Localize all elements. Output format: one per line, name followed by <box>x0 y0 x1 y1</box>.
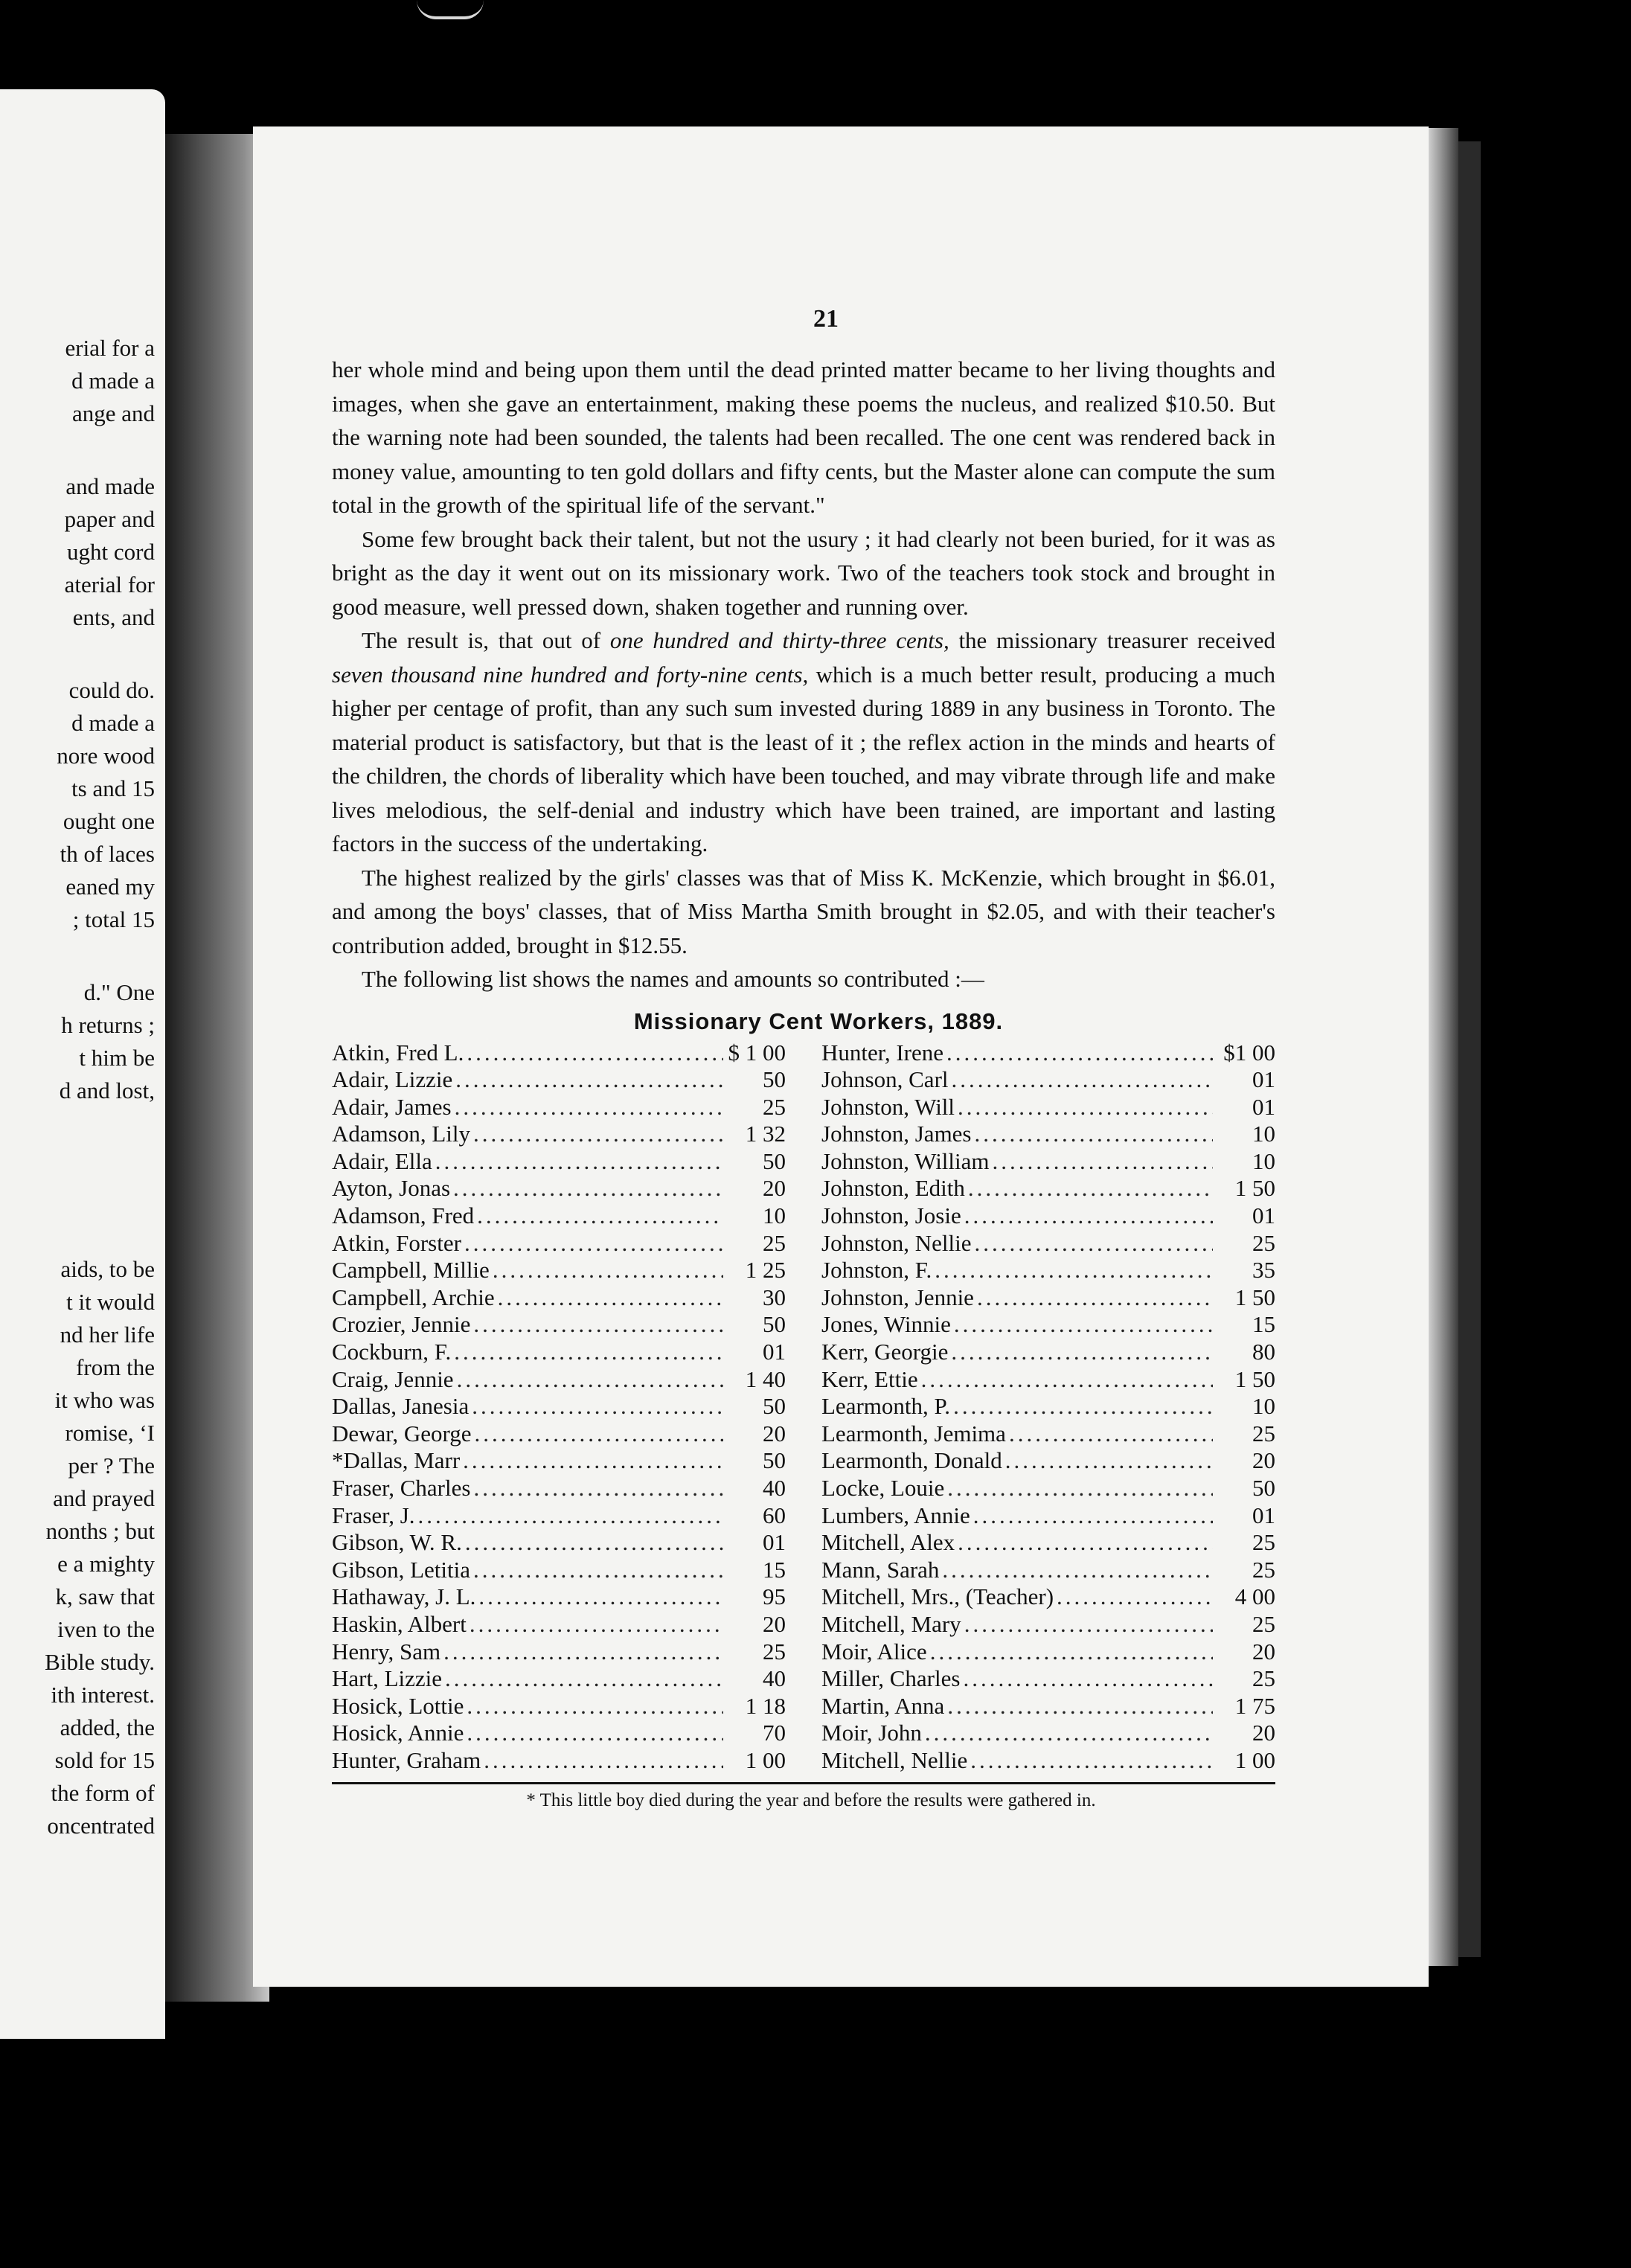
list-item <box>821 1529 1275 1557</box>
leader-dots <box>467 1720 723 1747</box>
contributors-column-left <box>332 1040 786 1775</box>
contributor-name: Kerr, Georgie <box>821 1339 949 1365</box>
contribution-amount: 25 <box>763 1229 786 1256</box>
contribution-amount: 20 <box>1252 1720 1275 1746</box>
list-item <box>821 1447 1275 1475</box>
contribution-amount: 01 <box>763 1339 786 1365</box>
leader-dots <box>455 1094 723 1121</box>
contribution-amount: 1 00 <box>1234 1746 1275 1773</box>
list-item <box>821 1066 1275 1094</box>
contributor-name: Fraser, Charles <box>332 1475 471 1501</box>
leader-dots <box>465 1529 723 1557</box>
contributor-name: Adair, Lizzie <box>332 1066 453 1093</box>
list-item <box>332 1094 786 1121</box>
leader-dots <box>473 1311 723 1339</box>
list-item <box>821 1502 1275 1530</box>
left-page-line: from the <box>76 1354 155 1380</box>
contributor-name: Adamson, Fred <box>332 1202 475 1229</box>
list-item <box>332 1475 786 1502</box>
contributor-name: Ayton, Jonas <box>332 1175 451 1202</box>
contributor-name: Martin, Anna <box>821 1692 945 1719</box>
left-page-line: t it would <box>66 1289 155 1315</box>
leader-dots <box>463 1447 723 1475</box>
leader-dots <box>467 1693 723 1720</box>
list-item <box>332 1502 786 1530</box>
left-page-line: nore wood <box>57 743 155 769</box>
binding-tape <box>417 0 484 19</box>
list-item <box>332 1583 786 1611</box>
list-item <box>332 1693 786 1720</box>
left-page-line: added, the <box>60 1714 155 1740</box>
leader-dots <box>478 1583 723 1611</box>
page-number: 21 <box>813 305 839 333</box>
left-page-line: ; total 15 <box>72 906 155 932</box>
list-item <box>332 1257 786 1284</box>
list-item <box>332 1284 786 1312</box>
paragraph-text: the missionary treasurer received <box>949 627 1275 653</box>
list-item <box>332 1720 786 1747</box>
leader-dots <box>493 1257 723 1284</box>
contribution-amount: 01 <box>763 1529 786 1556</box>
left-page-line: ith interest. <box>51 1682 155 1708</box>
leader-dots <box>964 1202 1213 1230</box>
contributor-name: Mitchell, Nellie <box>821 1746 968 1773</box>
paragraph: The highest realized by the girls' classes was that of Miss K. McKenzie, which brought in $6.01, and among the boys' classes, that of Miss Martha Smith brought in $2.05, and with their teacher's contribution added, brought in $12.55. <box>332 864 1275 958</box>
contributor-name: Adamson, Lily <box>332 1121 470 1147</box>
contribution-amount: 25 <box>1252 1229 1275 1256</box>
contributor-name: *Dallas, Marr <box>332 1447 461 1474</box>
paragraph: Some few brought back their talent, but not the usury ; it had clearly not been buried, for it was as bright as the day it went out on its missionary work. Two of the teachers took stock and brought in good measure, well pressed down, shaken together and running over. <box>332 525 1275 620</box>
leader-dots <box>973 1502 1213 1530</box>
left-page-line: paper and <box>64 506 155 532</box>
leader-dots <box>1009 1420 1213 1448</box>
contribution-amount: 01 <box>1252 1093 1275 1120</box>
contributor-name: Johnston, Jennie <box>821 1284 974 1310</box>
leader-dots <box>930 1638 1213 1666</box>
list-item <box>821 1420 1275 1448</box>
list-item <box>821 1557 1275 1584</box>
contribution-amount: 50 <box>763 1147 786 1174</box>
contributor-name: Jones, Winnie <box>821 1311 951 1338</box>
footnote: * This little boy died during the year and before the results were gathered in. <box>526 1790 1096 1810</box>
contribution-amount: 01 <box>1252 1066 1275 1093</box>
contributor-name: Learmonth, P. <box>821 1393 951 1420</box>
contributor-name: Atkin, Fred L. <box>332 1039 464 1066</box>
list-title: Missionary Cent Workers, 1889. <box>633 1008 1004 1034</box>
contribution-amount: 10 <box>1252 1393 1275 1420</box>
contribution-amount: 15 <box>1252 1311 1275 1338</box>
list-item <box>821 1665 1275 1693</box>
list-item <box>821 1121 1275 1148</box>
contribution-amount: 25 <box>1252 1610 1275 1637</box>
paragraph: her whole mind and being upon them until the dead printed matter became to her living thoughts and images, when she gave an entertainment, making these poems the nucleus, and realized $10.50. But the warning note had been sounded, the talents had been recalled. The one cent was rendered back in money value, amounting to ten gold dollars and fifty cents, but the Master alone can compute the sum total in the growth of the spiritual life of the servant." <box>332 356 1275 518</box>
contribution-amount: 50 <box>1252 1475 1275 1501</box>
contribution-amount: 15 <box>763 1556 786 1583</box>
left-page-line: h returns ; <box>61 1012 155 1038</box>
contribution-amount: 10 <box>1252 1121 1275 1147</box>
left-page-line: d." One <box>83 979 155 1005</box>
page-content <box>332 305 1275 1811</box>
list-item <box>821 1611 1275 1638</box>
left-page-line: d and lost, <box>59 1077 155 1103</box>
left-page-line: ange and <box>71 400 155 426</box>
list-item <box>332 1420 786 1448</box>
contributor-name: Hathaway, J. L. <box>332 1583 476 1610</box>
contribution-amount: 4 00 <box>1234 1583 1275 1610</box>
contributor-name: Haskin, Albert <box>332 1610 467 1637</box>
contribution-amount: 50 <box>763 1447 786 1474</box>
contribution-amount: 1 25 <box>745 1257 786 1284</box>
leader-dots <box>975 1230 1214 1258</box>
list-item <box>332 1230 786 1258</box>
contribution-amount: 80 <box>1252 1339 1275 1365</box>
leader-dots <box>921 1366 1213 1394</box>
contribution-amount: 60 <box>763 1502 786 1528</box>
leader-dots <box>453 1175 723 1202</box>
contribution-amount: 25 <box>1252 1665 1275 1692</box>
contributor-name: Johnston, F. <box>821 1257 932 1284</box>
leader-dots <box>963 1665 1213 1693</box>
list-item <box>332 1366 786 1394</box>
leader-dots <box>925 1720 1213 1747</box>
list-item <box>332 1557 786 1584</box>
contribution-amount: $1 00 <box>1223 1039 1275 1066</box>
list-item <box>821 1475 1275 1502</box>
leader-dots <box>964 1611 1213 1638</box>
list-item <box>821 1339 1275 1366</box>
contribution-amount: 1 50 <box>1234 1284 1275 1310</box>
list-item <box>821 1257 1275 1284</box>
left-page-line: aids, to be <box>60 1256 155 1282</box>
list-item <box>821 1230 1275 1258</box>
contribution-amount: 01 <box>1252 1502 1275 1528</box>
list-item <box>332 1638 786 1666</box>
list-item <box>821 1202 1275 1230</box>
contribution-amount: 50 <box>763 1066 786 1093</box>
contribution-amount: 20 <box>1252 1447 1275 1474</box>
contribution-amount: 25 <box>763 1638 786 1665</box>
contributor-name: Crozier, Jennie <box>332 1311 471 1338</box>
contributor-name: Moir, John <box>821 1720 922 1746</box>
leader-dots <box>1005 1447 1213 1475</box>
contributor-name: Moir, Alice <box>821 1638 927 1665</box>
contribution-amount: 35 <box>1252 1257 1275 1284</box>
contributor-name: Mitchell, Mary <box>821 1610 961 1637</box>
contributor-name: Hosick, Annie <box>332 1720 464 1746</box>
contributors-column-right <box>821 1040 1275 1775</box>
contribution-amount: 20 <box>763 1175 786 1202</box>
leader-dots <box>455 1066 723 1094</box>
left-page-line: oncentrated <box>47 1813 155 1839</box>
left-page-line: and prayed <box>53 1485 155 1511</box>
left-page-line: Bible study. <box>45 1649 155 1675</box>
list-item <box>332 1202 786 1230</box>
leader-dots <box>454 1339 723 1366</box>
contributor-name: Adair, Ella <box>332 1147 432 1174</box>
leader-dots <box>470 1611 723 1638</box>
contributor-name: Johnston, Will <box>821 1093 955 1120</box>
left-page-line: ought one <box>63 808 155 834</box>
contributor-name: Kerr, Ettie <box>821 1365 918 1392</box>
contribution-amount: 40 <box>763 1475 786 1501</box>
paragraph-text: The result is, that out of <box>362 627 610 653</box>
contribution-amount: 01 <box>1252 1202 1275 1229</box>
contribution-amount: 25 <box>1252 1529 1275 1556</box>
contributor-name: Mitchell, Alex <box>821 1529 955 1556</box>
leader-dots <box>968 1175 1213 1202</box>
contribution-amount: 10 <box>1252 1147 1275 1174</box>
list-item <box>821 1720 1275 1747</box>
left-page-line: ents, and <box>72 604 155 630</box>
list-item <box>332 1175 786 1202</box>
contributor-name: Cockburn, F. <box>332 1339 452 1365</box>
leader-dots <box>947 1693 1213 1720</box>
left-page-line: d made a <box>71 368 155 394</box>
contributor-name: Hart, Lizzie <box>332 1665 443 1692</box>
list-item <box>821 1148 1275 1176</box>
leader-dots <box>977 1284 1213 1312</box>
contributor-name: Dewar, George <box>332 1420 472 1447</box>
left-page-line: eaned my <box>65 874 155 900</box>
contributor-name: Campbell, Archie <box>332 1284 495 1310</box>
list-item <box>332 1121 786 1148</box>
leader-dots <box>993 1148 1213 1176</box>
contribution-amount: 20 <box>763 1610 786 1637</box>
leader-dots <box>473 1557 723 1584</box>
left-page-line: nd her life <box>60 1322 155 1348</box>
list-item <box>821 1747 1275 1775</box>
leader-dots <box>477 1202 723 1230</box>
list-item <box>332 1611 786 1638</box>
left-page-line: per ? The <box>68 1452 155 1479</box>
leader-dots <box>418 1502 723 1530</box>
contributor-name: Gibson, W. R. <box>332 1529 462 1556</box>
contributor-name: Atkin, Forster <box>332 1229 461 1256</box>
list-item <box>821 1638 1275 1666</box>
leader-dots <box>484 1747 723 1775</box>
contribution-amount: 1 50 <box>1234 1365 1275 1392</box>
list-item <box>821 1040 1275 1067</box>
leader-dots <box>954 1311 1213 1339</box>
list-item <box>821 1693 1275 1720</box>
contribution-amount: 1 40 <box>745 1365 786 1392</box>
leader-dots <box>464 1230 723 1258</box>
left-page-line: t him be <box>79 1045 155 1071</box>
left-page-line: ts and 15 <box>71 775 155 801</box>
left-page-line: it who was <box>54 1387 155 1413</box>
list-item <box>332 1311 786 1339</box>
list-item <box>821 1583 1275 1611</box>
left-page-line: th of laces <box>60 841 155 867</box>
contribution-amount: 1 32 <box>745 1121 786 1147</box>
leader-dots <box>952 1066 1214 1094</box>
contributor-name: Locke, Louie <box>821 1475 945 1501</box>
left-page-line: nonths ; but <box>45 1518 155 1544</box>
contribution-amount: 1 18 <box>745 1692 786 1719</box>
leader-dots <box>958 1529 1213 1557</box>
left-page-line: ught cord <box>67 539 155 565</box>
list-item <box>821 1175 1275 1202</box>
leader-dots <box>1057 1583 1213 1611</box>
leader-dots <box>472 1393 723 1420</box>
left-page-line: romise, ‘I <box>65 1420 155 1446</box>
contribution-amount: 95 <box>763 1583 786 1610</box>
book-cover-edge <box>1458 141 1481 1957</box>
contributor-name: Johnston, Josie <box>821 1202 961 1229</box>
leader-dots <box>473 1121 723 1148</box>
contributor-name: Hunter, Irene <box>821 1039 944 1066</box>
contributor-name: Lumbers, Annie <box>821 1502 970 1528</box>
left-page-line: aterial for <box>64 571 155 598</box>
leader-dots <box>443 1638 723 1666</box>
contribution-amount: 10 <box>763 1202 786 1229</box>
leader-dots <box>975 1121 1214 1148</box>
contribution-amount: 25 <box>763 1093 786 1120</box>
list-item <box>332 1148 786 1176</box>
leader-dots <box>473 1475 723 1502</box>
contributors-list <box>332 1040 1275 1775</box>
contributor-name: Gibson, Letitia <box>332 1556 470 1583</box>
contributor-name: Johnston, William <box>821 1147 990 1174</box>
list-item <box>821 1284 1275 1312</box>
leader-dots <box>498 1284 723 1312</box>
leader-dots <box>946 1040 1213 1067</box>
contributor-name: Learmonth, Donald <box>821 1447 1002 1474</box>
contribution-amount: 20 <box>1252 1638 1275 1665</box>
list-item <box>821 1366 1275 1394</box>
left-page-line: erial for a <box>65 335 155 361</box>
left-page-line: iven to the <box>57 1616 155 1642</box>
contribution-amount: 70 <box>763 1720 786 1746</box>
contributor-name: Johnston, Edith <box>821 1175 965 1202</box>
list-item <box>332 1747 786 1775</box>
contributor-name: Mitchell, Mrs., (Teacher) <box>821 1583 1054 1610</box>
paragraph <box>332 624 1275 861</box>
contribution-amount: 50 <box>763 1393 786 1420</box>
contributor-name: Adair, James <box>332 1093 452 1120</box>
list-item <box>332 1529 786 1557</box>
list-item <box>332 1040 786 1067</box>
leader-dots <box>935 1257 1213 1284</box>
contributor-name: Johnson, Carl <box>821 1066 949 1093</box>
contributor-name: Henry, Sam <box>332 1638 441 1665</box>
list-item <box>332 1393 786 1420</box>
left-page-line: could do. <box>68 677 155 703</box>
left-page-line: and made <box>65 473 155 499</box>
leader-dots <box>947 1475 1213 1502</box>
contributor-name: Dallas, Janesia <box>332 1393 470 1420</box>
leader-dots <box>445 1665 723 1693</box>
list-item <box>821 1311 1275 1339</box>
paragraph-italic: seven thousand nine hundred and forty-nine cents, <box>332 661 809 688</box>
contributor-name: Johnston, Nellie <box>821 1229 972 1256</box>
contributor-name: Hosick, Lottie <box>332 1692 464 1719</box>
list-item <box>332 1066 786 1094</box>
left-page-line: the form of <box>51 1780 155 1806</box>
contribution-amount: 1 00 <box>745 1746 786 1773</box>
footnote-rule <box>332 1782 1275 1784</box>
list-item <box>821 1393 1275 1420</box>
contribution-amount: 30 <box>763 1284 786 1310</box>
contribution-amount: $ 1 00 <box>728 1039 786 1066</box>
facing-page-left <box>0 89 165 2039</box>
contributor-name: Craig, Jennie <box>332 1365 454 1392</box>
left-page-line: k, saw that <box>55 1583 155 1609</box>
contribution-amount: 1 50 <box>1234 1175 1275 1202</box>
leader-dots <box>475 1420 723 1448</box>
list-item <box>821 1094 1275 1121</box>
leader-dots <box>435 1148 723 1176</box>
contributor-name: Learmonth, Jemima <box>821 1420 1006 1447</box>
leader-dots <box>958 1094 1213 1121</box>
contribution-amount: 25 <box>1252 1420 1275 1447</box>
leader-dots <box>942 1557 1213 1584</box>
contributor-name: Johnston, James <box>821 1121 972 1147</box>
page-edges <box>1429 128 1458 1966</box>
contributor-name: Miller, Charles <box>821 1665 961 1692</box>
leader-dots <box>467 1040 723 1067</box>
left-page-line: sold for 15 <box>54 1747 155 1773</box>
list-item <box>332 1339 786 1366</box>
contributor-name: Campbell, Millie <box>332 1257 490 1284</box>
paragraph: The following list shows the names and amounts so contributed :— <box>362 966 984 992</box>
list-item <box>332 1447 786 1475</box>
contribution-amount: 20 <box>763 1420 786 1447</box>
leader-dots <box>457 1366 723 1394</box>
list-item <box>332 1665 786 1693</box>
contribution-amount: 50 <box>763 1311 786 1338</box>
leader-dots <box>951 1339 1213 1366</box>
leader-dots <box>970 1747 1213 1775</box>
contribution-amount: 25 <box>1252 1556 1275 1583</box>
leader-dots <box>953 1393 1213 1420</box>
contribution-amount: 1 75 <box>1234 1692 1275 1719</box>
paragraph-text: which is a much better result, producing a much higher per centage of profit, than any such sum invested during 1889 in any business in Toronto. The material product is satisfactory, but that is the least of it ; the reflex action in the minds and hearts of the children, the chords of liberality which have been touched, and may vibrate through life and make lives melodious, the self-denial and industry which have been trained, are important and lasting factors in the success of the undertaking. <box>332 661 1275 856</box>
left-page-line: e a mighty <box>57 1551 155 1577</box>
contribution-amount: 40 <box>763 1665 786 1692</box>
left-page-line: d made a <box>71 710 155 736</box>
contributor-name: Hunter, Graham <box>332 1746 481 1773</box>
contributor-name: Mann, Sarah <box>821 1556 940 1583</box>
paragraph-italic: one hundred and thirty-three cents, <box>609 627 949 653</box>
contributor-name: Fraser, J. <box>332 1502 415 1528</box>
